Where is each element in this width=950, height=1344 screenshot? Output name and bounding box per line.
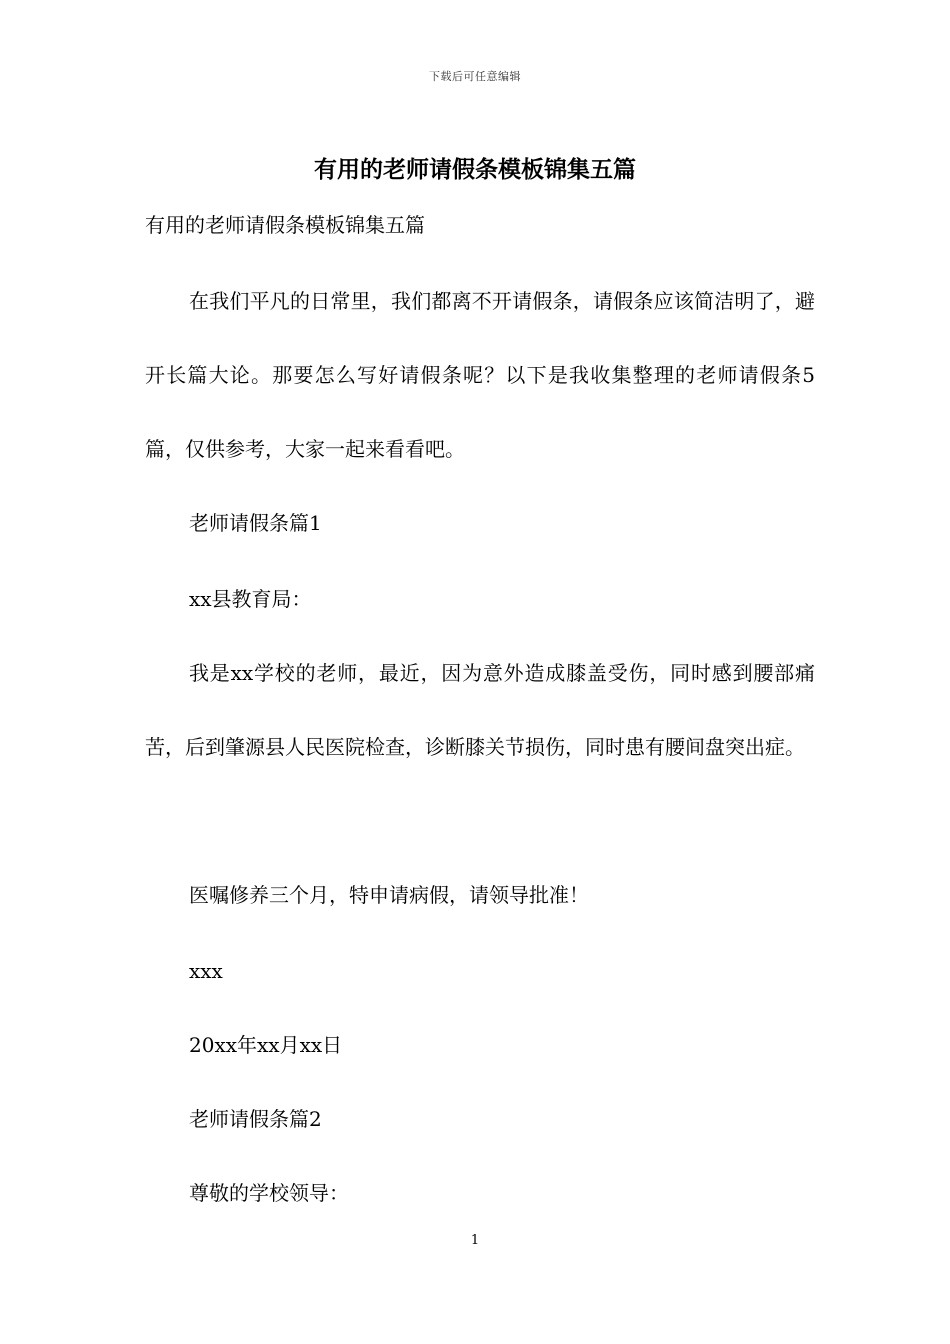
page-number: 1 [470, 1233, 480, 1248]
section-1-request: 医嘱修养三个月，特申请病假，请领导批准！ [189, 883, 589, 907]
page-header-note: 下载后可任意编辑 [429, 70, 521, 83]
section-1-signature: xxx [189, 959, 223, 983]
section-2-addressee: 尊敬的学校领导： [189, 1181, 349, 1205]
document-subtitle: 有用的老师请假条模板锦集五篇 [145, 213, 425, 237]
section-1-heading: 老师请假条篇1 [189, 511, 322, 535]
intro-paragraph: 在我们平凡的日常里，我们都离不开请假条，请假条应该简洁明了，避开长篇大论。那要怎么写好请假条呢？以下是我收集整理的老师请假条5篇，仅供参考，大家一起来看看吧。 [145, 289, 815, 461]
section-2-heading: 老师请假条篇2 [189, 1107, 322, 1131]
section-1-body: 我是xx学校的老师，最近，因为意外造成膝盖受伤，同时感到腰部痛苦，后到肇源县人民医院检查，诊断膝关节损伤，同时患有腰间盘突出症。 [145, 661, 815, 759]
section-1-date: 20xx年xx月xx日 [189, 1033, 343, 1057]
section-1-addressee: xx县教育局： [189, 587, 312, 611]
document-title: 有用的老师请假条模板锦集五篇 [314, 156, 636, 183]
